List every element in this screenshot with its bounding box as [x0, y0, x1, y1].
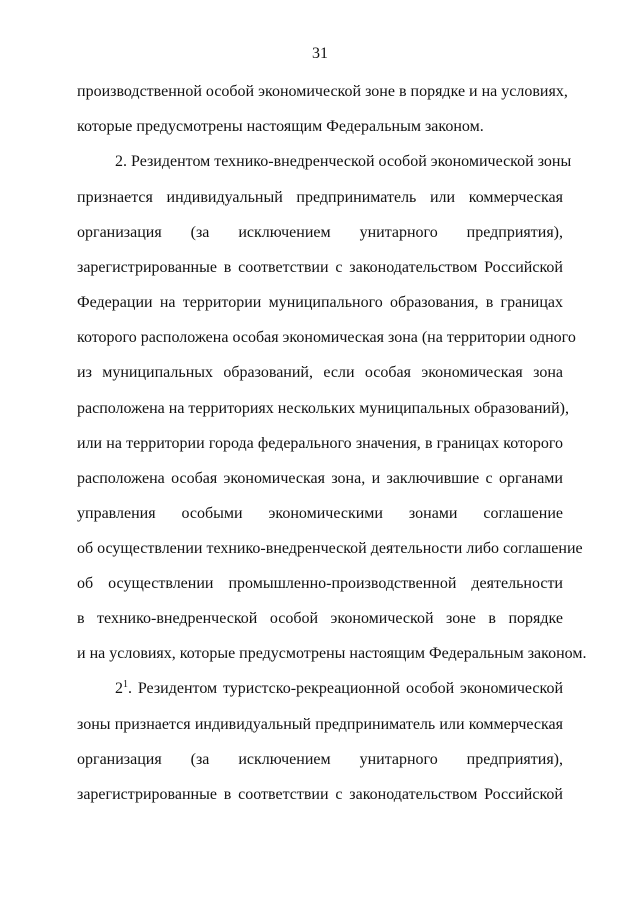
paragraph-number: 2 — [115, 680, 123, 697]
text-line: расположена особая экономическая зона, и заключившие с органами — [77, 470, 563, 487]
text-line: об осуществлении промышленно-производственной деятельности — [77, 575, 563, 592]
text-line: признается индивидуальный предприниматель или коммерческая — [77, 189, 563, 206]
paragraph-first-line — [115, 679, 563, 701]
text-line: организация (за исключением унитарного предприятия), — [77, 224, 563, 241]
text-line: которого расположена особая экономическая зона (на территории одного — [77, 329, 576, 346]
text-line: управления особыми экономическими зонами соглашение — [77, 505, 563, 522]
text-line: или на территории города федерального значения, в границах которого — [77, 435, 563, 452]
text-line: организация (за исключением унитарного предприятия), — [77, 751, 563, 768]
text-line: расположена на территориях нескольких муниципальных образований), — [77, 400, 570, 417]
text-line: Федерации на территории муниципального образования, в границах — [77, 294, 563, 311]
paragraph-first-line-text: . Резидентом туристско-рекреационной особой экономической — [128, 680, 563, 697]
paragraph-first-line: 2. Резидентом технико-внедренческой особой экономической зоны — [115, 153, 572, 170]
text-line: производственной особой экономической зоне в порядке и на условиях, — [77, 83, 568, 100]
page-number: 31 — [312, 45, 328, 62]
text-line: об осуществлении технико-внедренческой деятельности либо соглашение — [77, 540, 583, 557]
text-line: зоны признается индивидуальный предприниматель или коммерческая — [77, 716, 563, 733]
text-line: зарегистрированные в соответствии с законодательством Российской — [77, 786, 563, 803]
text-line: и на условиях, которые предусмотрены настоящим Федеральным законом. — [77, 645, 587, 662]
text-line: из муниципальных образований, если особая экономическая зона — [77, 364, 563, 381]
text-line: которые предусмотрены настоящим Федеральным законом. — [77, 118, 484, 135]
paragraph-number-superscript: 1 — [123, 679, 128, 690]
text-line: в технико-внедренческой особой экономической зоне в порядке — [77, 610, 563, 627]
text-line: зарегистрированные в соответствии с законодательством Российской — [77, 259, 563, 276]
